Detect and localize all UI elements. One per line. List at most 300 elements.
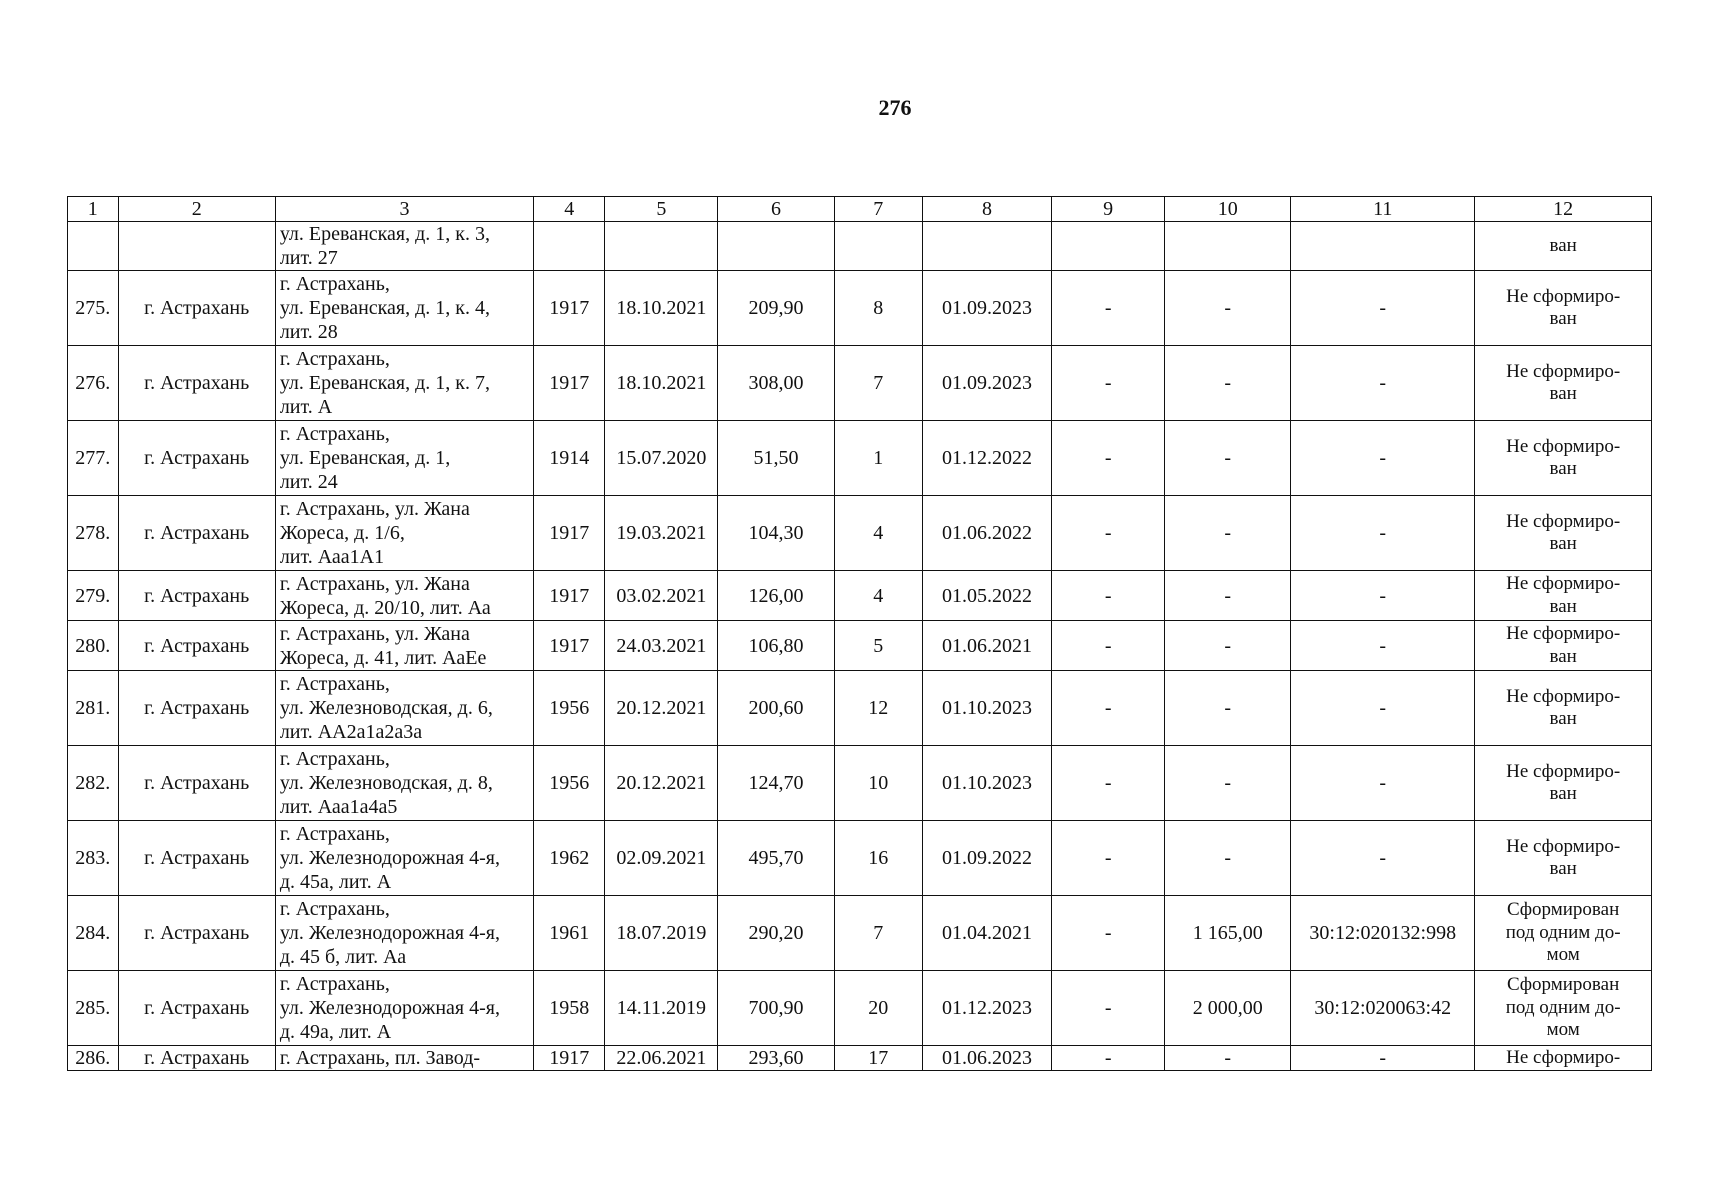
cell-deadline <box>922 746 1051 821</box>
cell-number <box>68 571 119 621</box>
table-row <box>68 746 1652 821</box>
cell-area <box>718 571 834 621</box>
cell-status-text: Сформирован под одним до- мом <box>1505 974 1621 1041</box>
cell-col-10 <box>1165 571 1291 621</box>
cell-date-text: 18.07.2019 <box>616 922 707 944</box>
header-row <box>68 197 1652 222</box>
cell-address <box>275 571 533 621</box>
cell-col-10-text: - <box>1224 634 1232 657</box>
cell-number <box>68 896 119 971</box>
cell-city <box>118 971 275 1046</box>
cell-date-text: 14.11.2019 <box>616 997 706 1019</box>
cell-col-10 <box>1165 496 1291 571</box>
continuation-row <box>68 222 1652 271</box>
cell-area-text: 290,20 <box>748 922 804 944</box>
cell-status <box>1475 896 1652 971</box>
cell-residents <box>834 621 922 671</box>
cell-deadline-text: 01.10.2023 <box>942 697 1033 719</box>
cell-year-text: 1956 <box>549 772 590 794</box>
cell-col-10 <box>1165 821 1291 896</box>
header-col-11: 11 <box>1291 197 1475 222</box>
cell-status-text: Не сформиро- ван <box>1506 573 1621 617</box>
cell-status-text: Не сформиро- ван <box>1506 685 1621 729</box>
cell-city <box>118 1046 275 1071</box>
cell-col-9 <box>1052 346 1165 421</box>
table-row <box>68 1046 1652 1071</box>
cell-city <box>118 571 275 621</box>
cell-address-text: г. Астрахань, пл. Завод- <box>279 1047 481 1069</box>
cell-address-text: г. Астрахань, ул. Ереванская, д. 1, к. 4, лит. 28 <box>279 273 491 343</box>
header-col-2: 2 <box>118 197 275 222</box>
cell-city-text: г. Астрахань <box>144 1047 250 1069</box>
header-col-8: 8 <box>922 197 1051 222</box>
cell-col-9 <box>1052 271 1165 346</box>
cell-year <box>534 746 605 821</box>
cell-col-9-text: - <box>1104 1047 1112 1069</box>
cell-empty <box>534 222 605 271</box>
cell-col-10-text: 2 000,00 <box>1192 997 1263 1019</box>
cell-address <box>275 621 533 671</box>
cell-area <box>718 346 834 421</box>
cell-col-10 <box>1165 621 1291 671</box>
cell-col-10-text: - <box>1224 847 1232 869</box>
cell-status-text: Не сформиро- ван <box>1506 760 1621 804</box>
cell-col-11-text: - <box>1379 522 1387 544</box>
cell-year <box>534 621 605 671</box>
table-row <box>68 271 1652 346</box>
cell-col-11-text: - <box>1379 1047 1387 1069</box>
cell-date-text: 03.02.2021 <box>616 584 707 607</box>
cell-year-text: 1917 <box>549 372 590 394</box>
cell-col-9-text: - <box>1104 997 1112 1019</box>
cell-col-9 <box>1052 1046 1165 1071</box>
cell-number <box>68 821 119 896</box>
cell-city-text: г. Астрахань <box>144 772 250 794</box>
cell-area-text: 51,50 <box>753 447 799 469</box>
cell-city-text: г. Астрахань <box>144 997 250 1019</box>
cell-area <box>718 971 834 1046</box>
cell-date-text: 02.09.2021 <box>616 847 707 869</box>
cell-year <box>534 821 605 896</box>
cell-col-9 <box>1052 421 1165 496</box>
cell-address <box>275 271 533 346</box>
cell-year-text: 1917 <box>549 1047 590 1069</box>
cell-year <box>534 346 605 421</box>
cell-status <box>1475 271 1652 346</box>
cell-col-9-text: - <box>1104 522 1112 544</box>
cell-number <box>68 271 119 346</box>
cell-status-text: Не сформиро- <box>1506 1046 1621 1068</box>
cell-col-10 <box>1165 671 1291 746</box>
cell-col-9 <box>1052 621 1165 671</box>
cell-col-10-text: - <box>1224 297 1232 319</box>
table-row <box>68 821 1652 896</box>
cell-deadline <box>922 821 1051 896</box>
cell-col-11 <box>1291 896 1475 971</box>
cell-address-text: г. Астрахань, ул. Жана Жореса, д. 1/6, лит. Ааа1А1 <box>279 498 470 568</box>
cell-deadline-text: 01.06.2022 <box>942 522 1033 544</box>
cell-city <box>118 346 275 421</box>
cell-date <box>605 746 718 821</box>
cell-address <box>275 671 533 746</box>
cell-date <box>605 271 718 346</box>
cell-residents <box>834 496 922 571</box>
cell-year-text: 1958 <box>549 997 590 1019</box>
cell-date <box>605 571 718 621</box>
cell-empty <box>118 222 275 271</box>
cell-address-text: г. Астрахань, ул. Железноводская, д. 6, лит. АА2а1а2а3а <box>279 673 493 743</box>
cell-date <box>605 496 718 571</box>
cell-col-11 <box>1291 621 1475 671</box>
cell-address-text: г. Астрахань, ул. Железнодорожная 4-я, д. 49а, лит. А <box>279 973 500 1043</box>
cell-status <box>1475 496 1652 571</box>
cell-area <box>718 1046 834 1071</box>
cell-col-9-text: - <box>1104 772 1112 794</box>
cell-address <box>275 746 533 821</box>
cell-city <box>118 621 275 671</box>
cell-year-text: 1962 <box>549 847 590 869</box>
cell-deadline-text: 01.05.2022 <box>942 584 1033 607</box>
cell-area <box>718 621 834 671</box>
cell-status <box>1475 421 1652 496</box>
cell-city-text: г. Астрахань <box>144 584 250 607</box>
cell-empty <box>1291 222 1475 271</box>
cell-address-text: г. Астрахань, ул. Жана Жореса, д. 20/10, лит. Аа <box>279 572 491 619</box>
cell-year <box>534 571 605 621</box>
cell-date-text: 15.07.2020 <box>616 447 707 469</box>
cell-number-text: 280. <box>75 634 111 657</box>
cell-empty <box>1165 222 1291 271</box>
cell-deadline <box>922 421 1051 496</box>
cell-status <box>1475 821 1652 896</box>
cell-empty <box>605 222 718 271</box>
cell-col-9-text: - <box>1104 447 1112 469</box>
cell-col-10 <box>1165 346 1291 421</box>
header-col-10: 10 <box>1165 197 1291 222</box>
cell-city-text: г. Астрахань <box>144 634 250 657</box>
cell-empty <box>1052 222 1165 271</box>
cell-area-text: 106,80 <box>748 634 804 657</box>
cell-deadline-text: 01.09.2023 <box>942 297 1033 319</box>
cell-col-10-text: 1 165,00 <box>1192 922 1263 944</box>
cell-residents <box>834 346 922 421</box>
cell-city <box>118 496 275 571</box>
cell-col-9 <box>1052 821 1165 896</box>
cell-col-10 <box>1165 971 1291 1046</box>
cell-year <box>534 671 605 746</box>
cell-year-text: 1956 <box>549 697 590 719</box>
cell-deadline <box>922 621 1051 671</box>
cell-date <box>605 1046 718 1071</box>
cell-col-11 <box>1291 746 1475 821</box>
cell-status <box>1475 971 1652 1046</box>
table-row <box>68 346 1652 421</box>
cell-col-9-text: - <box>1104 847 1112 869</box>
cell-residents <box>834 746 922 821</box>
cell-col-10 <box>1165 421 1291 496</box>
table-row <box>68 496 1652 571</box>
cell-col-10-text: - <box>1224 522 1232 544</box>
cell-date <box>605 421 718 496</box>
cell-number-text: 286. <box>75 1047 111 1069</box>
cell-address-text: г. Астрахань, ул. Железноводская, д. 8, лит. Ааа1а4а5 <box>279 748 493 818</box>
cell-year-text: 1914 <box>549 447 590 469</box>
cell-city <box>118 671 275 746</box>
cell-col-9-text: - <box>1104 922 1112 944</box>
cell-residents <box>834 971 922 1046</box>
cell-residents-text: 4 <box>873 584 884 607</box>
address-text: ул. Ереванская, д. 1, к. 3, лит. 27 <box>279 223 491 269</box>
cell-col-11-text: - <box>1379 584 1387 607</box>
cell-deadline <box>922 496 1051 571</box>
cell-city-text: г. Астрахань <box>144 372 250 394</box>
cell-number <box>68 621 119 671</box>
cell-residents <box>834 571 922 621</box>
cell-area-text: 209,90 <box>748 297 804 319</box>
cell-number <box>68 971 119 1046</box>
cell-col-10-text: - <box>1224 772 1232 794</box>
cell-residents-text: 16 <box>868 847 889 869</box>
housing-registry-table <box>67 196 1652 1071</box>
cell-address-text: г. Астрахань, ул. Железнодорожная 4-я, д. 45 б, лит. Аа <box>279 898 500 968</box>
cell-col-11 <box>1291 571 1475 621</box>
cell-date <box>605 346 718 421</box>
cell-col-11 <box>1291 671 1475 746</box>
cell-col-10-text: - <box>1224 1047 1232 1069</box>
cell-col-9-text: - <box>1104 297 1112 319</box>
cell-status <box>1475 571 1652 621</box>
header-col-4: 4 <box>534 197 605 222</box>
cell-residents-text: 8 <box>873 297 884 319</box>
cell-col-10 <box>1165 1046 1291 1071</box>
cell-col-9 <box>1052 496 1165 571</box>
cell-number <box>68 421 119 496</box>
cell-status-text: Не сформиро- ван <box>1506 435 1621 479</box>
cell-area <box>718 496 834 571</box>
cell-residents-text: 1 <box>873 447 884 469</box>
cell-number <box>68 1046 119 1071</box>
cell-date-text: 19.03.2021 <box>616 522 707 544</box>
cell-col-9 <box>1052 746 1165 821</box>
cell-status <box>1475 222 1652 271</box>
cell-area-text: 126,00 <box>748 584 804 607</box>
cell-address <box>275 346 533 421</box>
cell-city-text: г. Астрахань <box>144 447 250 469</box>
cell-year-text: 1917 <box>549 297 590 319</box>
cell-area-text: 293,60 <box>748 1047 804 1069</box>
cell-date <box>605 821 718 896</box>
cell-residents-text: 7 <box>873 922 884 944</box>
cell-number-text: 279. <box>75 584 111 607</box>
status-text: ван <box>1549 234 1577 256</box>
cell-status-text: Не сформиро- ван <box>1506 835 1621 879</box>
cell-residents-text: 17 <box>868 1047 889 1069</box>
cell-col-11 <box>1291 271 1475 346</box>
cell-city <box>118 271 275 346</box>
header-col-3: 3 <box>275 197 533 222</box>
cell-col-11-text: - <box>1379 697 1387 719</box>
cell-date-text: 22.06.2021 <box>616 1047 707 1069</box>
cell-col-11 <box>1291 971 1475 1046</box>
cell-residents-text: 4 <box>873 522 884 544</box>
cell-city-text: г. Астрахань <box>144 297 250 319</box>
cell-empty <box>834 222 922 271</box>
table-row <box>68 421 1652 496</box>
cell-year-text: 1917 <box>549 584 590 607</box>
cell-address-text: г. Астрахань, ул. Ереванская, д. 1, лит. 24 <box>279 423 451 493</box>
cell-col-10-text: - <box>1224 697 1232 719</box>
cell-city-text: г. Астрахань <box>144 697 250 719</box>
header-col-1: 1 <box>68 197 119 222</box>
cell-deadline <box>922 271 1051 346</box>
cell-col-9 <box>1052 896 1165 971</box>
cell-area-text: 308,00 <box>748 372 804 394</box>
cell-status <box>1475 746 1652 821</box>
cell-area-text: 104,30 <box>748 522 804 544</box>
cell-area-text: 200,60 <box>748 697 804 719</box>
header-col-7: 7 <box>834 197 922 222</box>
cell-col-9-text: - <box>1104 372 1112 394</box>
cell-col-10-text: - <box>1224 584 1232 607</box>
cell-address-text: г. Астрахань, ул. Железнодорожная 4-я, д. 45а, лит. А <box>279 823 500 893</box>
cell-date <box>605 671 718 746</box>
cell-area-text: 700,90 <box>748 997 804 1019</box>
cell-status <box>1475 621 1652 671</box>
cell-area-text: 124,70 <box>748 772 804 794</box>
cell-col-10-text: - <box>1224 372 1232 394</box>
cell-year <box>534 896 605 971</box>
cell-year <box>534 1046 605 1071</box>
cell-year-text: 1917 <box>549 634 590 657</box>
cell-deadline-text: 01.06.2023 <box>942 1047 1033 1069</box>
cell-year-text: 1961 <box>549 922 590 944</box>
cell-residents-text: 20 <box>868 997 889 1019</box>
cell-address <box>275 496 533 571</box>
cell-residents <box>834 821 922 896</box>
cell-col-9-text: - <box>1104 697 1112 719</box>
cell-residents-text: 10 <box>868 772 889 794</box>
cell-city-text: г. Астрахань <box>144 522 250 544</box>
cell-area <box>718 821 834 896</box>
cell-area <box>718 421 834 496</box>
cell-col-10 <box>1165 271 1291 346</box>
header-col-9: 9 <box>1052 197 1165 222</box>
table-row <box>68 671 1652 746</box>
header-col-12: 12 <box>1475 197 1652 222</box>
cell-deadline-text: 01.04.2021 <box>942 922 1033 944</box>
cell-city <box>118 421 275 496</box>
cell-col-9 <box>1052 671 1165 746</box>
table-row <box>68 621 1652 671</box>
cell-city-text: г. Астрахань <box>144 922 250 944</box>
cell-date-text: 18.10.2021 <box>616 297 707 319</box>
cell-year <box>534 421 605 496</box>
cell-number-text: 284. <box>75 922 111 944</box>
cell-number <box>68 671 119 746</box>
cell-residents <box>834 671 922 746</box>
cell-col-11-text: - <box>1379 772 1387 794</box>
cell-year-text: 1917 <box>549 522 590 544</box>
cell-address <box>275 222 533 271</box>
cell-date <box>605 621 718 671</box>
cell-col-11-text: - <box>1379 634 1387 657</box>
cell-residents-text: 7 <box>873 372 884 394</box>
cell-deadline <box>922 971 1051 1046</box>
cell-date <box>605 896 718 971</box>
cell-number-text: 277. <box>75 447 111 469</box>
cell-deadline <box>922 571 1051 621</box>
cell-deadline-text: 01.09.2023 <box>942 372 1033 394</box>
cell-number <box>68 746 119 821</box>
cell-col-11-text: - <box>1379 447 1387 469</box>
cell-col-11-text: - <box>1379 847 1387 869</box>
cell-year <box>534 271 605 346</box>
cell-area <box>718 746 834 821</box>
cell-deadline-text: 01.06.2021 <box>942 634 1033 657</box>
cell-col-10 <box>1165 746 1291 821</box>
header-col-5: 5 <box>605 197 718 222</box>
cell-col-9 <box>1052 571 1165 621</box>
cell-residents <box>834 421 922 496</box>
cell-deadline-text: 01.09.2022 <box>942 847 1033 869</box>
cell-col-11-text: - <box>1379 372 1387 394</box>
table-body <box>68 222 1652 1071</box>
cell-date-text: 18.10.2021 <box>616 372 707 394</box>
cell-status <box>1475 1046 1652 1071</box>
page-number: 276 <box>878 95 912 120</box>
cell-address <box>275 896 533 971</box>
cell-deadline-text: 01.10.2023 <box>942 772 1033 794</box>
table-header <box>68 197 1652 222</box>
cell-empty <box>718 222 834 271</box>
cell-city <box>118 821 275 896</box>
cell-col-9-text: - <box>1104 584 1112 607</box>
cell-col-11 <box>1291 496 1475 571</box>
header-col-6: 6 <box>718 197 834 222</box>
cell-deadline-text: 01.12.2022 <box>942 447 1033 469</box>
cell-address <box>275 1046 533 1071</box>
cell-status <box>1475 671 1652 746</box>
cell-status <box>1475 346 1652 421</box>
cell-residents <box>834 1046 922 1071</box>
cell-deadline <box>922 896 1051 971</box>
cell-address <box>275 421 533 496</box>
cell-residents-text: 12 <box>868 697 889 719</box>
cell-col-11 <box>1291 1046 1475 1071</box>
cell-number-text: 283. <box>75 847 111 869</box>
cell-number-text: 278. <box>75 522 111 544</box>
cell-date-text: 24.03.2021 <box>616 634 707 657</box>
cell-number <box>68 496 119 571</box>
cell-address <box>275 971 533 1046</box>
cell-year <box>534 496 605 571</box>
cell-col-11 <box>1291 421 1475 496</box>
cell-city <box>118 746 275 821</box>
cell-number <box>68 346 119 421</box>
cell-area <box>718 896 834 971</box>
cell-date <box>605 971 718 1046</box>
cell-city-text: г. Астрахань <box>144 847 250 869</box>
cell-empty <box>922 222 1051 271</box>
cell-col-10-text: - <box>1224 447 1232 469</box>
cell-number-text: 282. <box>75 772 111 794</box>
cell-number-text: 285. <box>75 997 111 1019</box>
cell-col-11-text: 30:12:020063:42 <box>1314 997 1452 1019</box>
table-row <box>68 971 1652 1046</box>
cell-status-text: Не сформиро- ван <box>1506 623 1621 667</box>
cell-date-text: 20.12.2021 <box>616 772 707 794</box>
cell-city <box>118 896 275 971</box>
